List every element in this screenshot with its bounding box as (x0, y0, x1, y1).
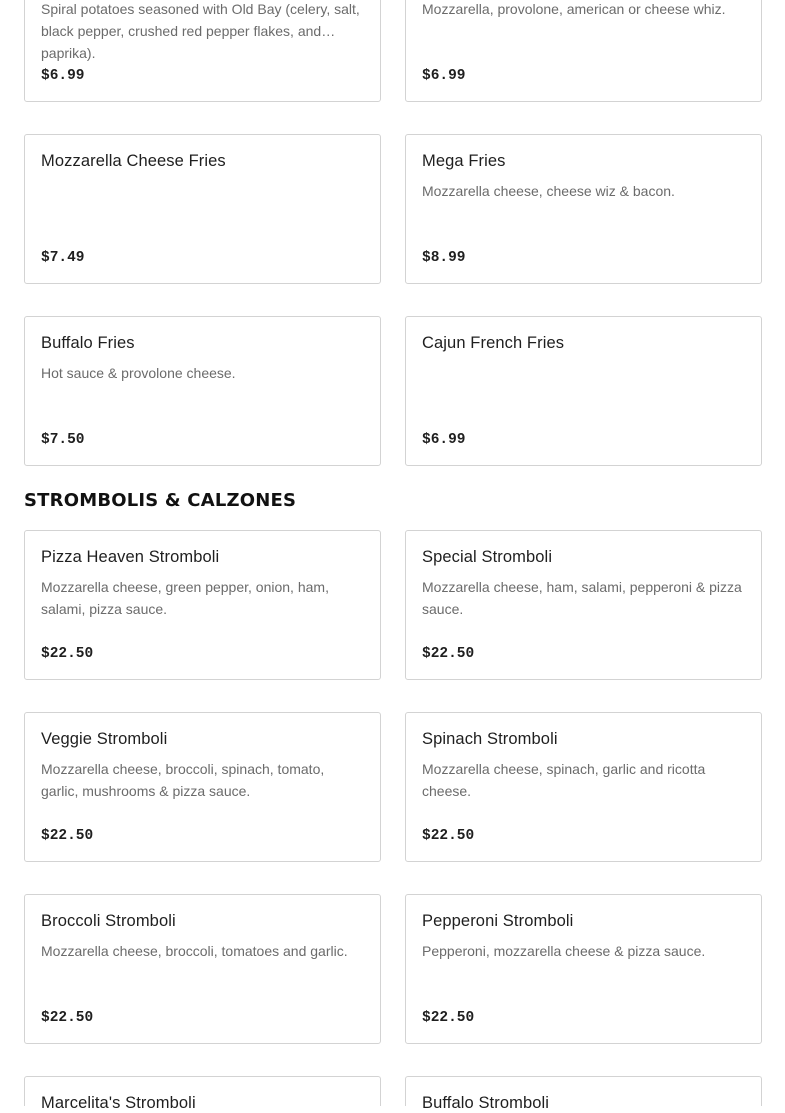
menu-item-description: Spiral potatoes seasoned with Old Bay (celery, salt, black pepper, crushed red pepper flakes, and paprika). (41, 1, 360, 61)
menu-item-name: Cajun French Fries (422, 334, 565, 352)
menu-item-card[interactable] (24, 712, 381, 862)
menu-item-description: Mozzarella cheese, cheese wiz & bacon. (422, 183, 675, 199)
menu-item-name: Buffalo Fries (41, 334, 135, 352)
menu-item-name: Pepperoni Stromboli (422, 912, 574, 930)
menu-item-price: $8.99 (422, 250, 466, 266)
menu-item-name: Veggie Stromboli (41, 730, 168, 748)
menu-item-card[interactable] (405, 894, 762, 1044)
menu-item-price: $22.50 (422, 828, 475, 844)
menu-item-card[interactable] (405, 712, 762, 862)
menu-item-name: Pizza Heaven Stromboli (41, 548, 220, 566)
menu-item-price: $7.49 (41, 250, 85, 266)
menu-item-card[interactable] (24, 1076, 381, 1112)
menu-item-card[interactable] (24, 316, 381, 466)
menu-item-description: Mozzarella, provolone, american or cheese whiz. (422, 1, 726, 17)
menu-item-description: Mozzarella cheese, green pepper, onion, ham, salami, pizza sauce. (41, 579, 329, 617)
menu-item-description: Mozzarella cheese, ham, salami, pepperoni & pizza sauce. (422, 579, 742, 617)
menu-item-card[interactable] (405, 530, 762, 680)
menu-item-price: $6.99 (41, 68, 85, 84)
menu-item-card[interactable] (405, 134, 762, 284)
menu-item-price: $7.50 (41, 432, 85, 448)
menu-item-price: $22.50 (422, 646, 475, 662)
menu-item-name: Mozzarella Cheese Fries (41, 152, 226, 170)
menu-item-card[interactable] (24, 530, 381, 680)
menu-item-price: $22.50 (41, 646, 94, 662)
menu-item-description: Mozzarella cheese, broccoli, tomatoes and garlic. (41, 943, 348, 959)
menu-item-name: Mega Fries (422, 152, 506, 170)
menu-item-description: Mozzarella cheese, broccoli, spinach, tomato, garlic, mushrooms & pizza sauce. (41, 761, 325, 799)
section-title: STROMBOLIS & CALZONES (24, 490, 297, 511)
menu-item-card[interactable] (405, 0, 762, 102)
menu-item-card[interactable] (405, 1076, 762, 1112)
menu-item-card[interactable] (24, 0, 381, 102)
menu-item-card[interactable] (405, 316, 762, 466)
menu-item-name: Marcelita's Stromboli (41, 1094, 196, 1112)
menu-item-price: $6.99 (422, 432, 466, 448)
menu-item-price: $22.50 (422, 1010, 475, 1026)
menu-item-description: Mozzarella cheese, spinach, garlic and ricotta cheese. (422, 761, 706, 799)
menu-item-name: Broccoli Stromboli (41, 912, 176, 930)
menu-item-name: Buffalo Stromboli (422, 1094, 550, 1112)
menu-item-description: Pepperoni, mozzarella cheese & pizza sauce. (422, 943, 706, 959)
menu-item-description: Hot sauce & provolone cheese. (41, 365, 236, 381)
menu-item-name: Special Stromboli (422, 548, 553, 566)
menu-item-price: $6.99 (422, 68, 466, 84)
menu-item-price: $22.50 (41, 828, 94, 844)
menu-item-card[interactable] (24, 894, 381, 1044)
menu-item-price: $22.50 (41, 1010, 94, 1026)
menu-item-name: Spinach Stromboli (422, 730, 558, 748)
menu-item-card[interactable] (24, 134, 381, 284)
